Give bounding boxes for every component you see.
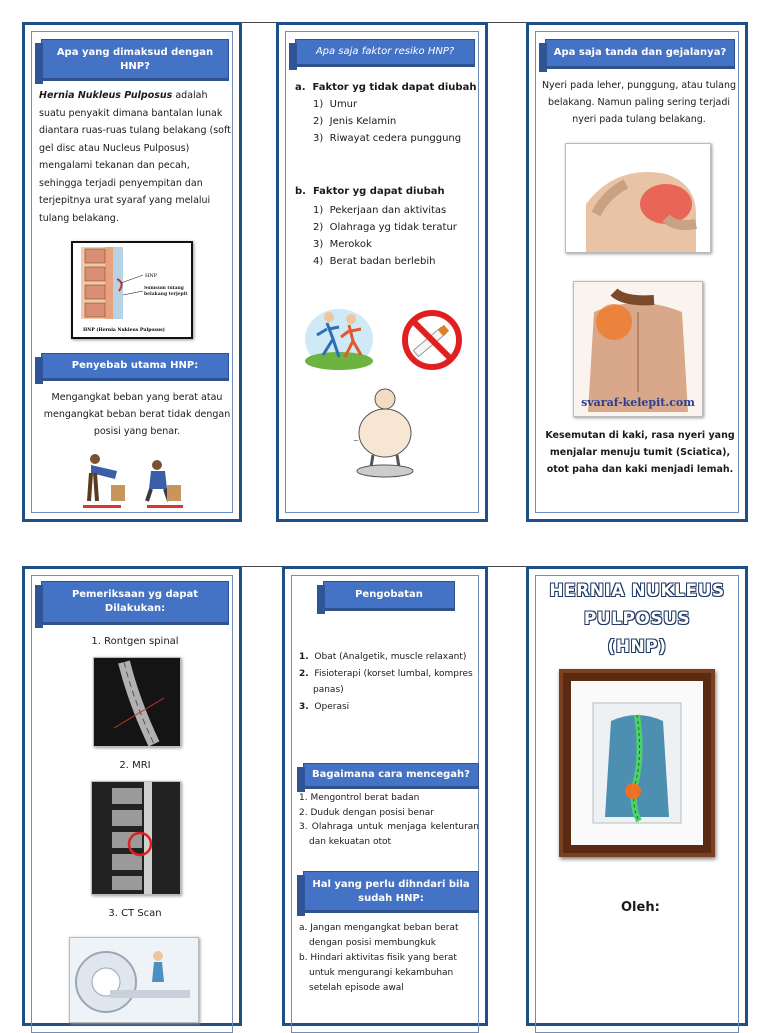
exam-item: 2. MRI — [119, 760, 151, 771]
list-item: 1. Mengontrol berat badan — [299, 793, 420, 803]
cover-title-line: (HNP) — [607, 637, 667, 657]
panel-cover — [526, 566, 748, 1026]
list-item-text: Pekerjaan dan aktivitas — [329, 205, 447, 216]
list-item — [299, 649, 477, 666]
upper-back-pain-photo — [573, 281, 703, 417]
list-item-text: Riwayat cedera punggung — [329, 133, 462, 144]
fig-label-hnp: HNP — [145, 273, 158, 279]
avoid-list — [299, 921, 475, 996]
group-b-title-text: Faktor yg dapat diubah — [312, 186, 445, 197]
no-smoking-icon — [401, 309, 463, 371]
list-item-number: 3. — [299, 701, 309, 712]
list-item: 4) Berat badan berlebih — [313, 256, 436, 267]
back-pain-photo — [565, 143, 711, 253]
list-item: 1) Pekerjaan dan aktivitas — [313, 205, 447, 216]
exam-item: 1. Rontgen spinal — [91, 636, 179, 647]
list-item-text: Jenis Kelamin — [329, 116, 397, 127]
list-item-text: Merokok — [329, 239, 372, 250]
jogging-illustration — [303, 299, 375, 371]
group-b-list — [313, 202, 483, 270]
list-item-text: Umur — [329, 99, 358, 110]
list-item-text: Berat badan berlebih — [329, 256, 436, 267]
symptoms-intro: Nyeri pada leher, punggung, atau tulang belakang. Namun paling sering terjadi nyeri pada tulang belakang. — [541, 80, 737, 125]
panel-definition — [22, 22, 242, 522]
xray-photo — [93, 657, 181, 747]
list-item: 3) Riwayat cedera punggung — [313, 133, 462, 144]
spine-illustration — [73, 243, 191, 337]
panel-symptoms — [526, 22, 748, 522]
definition-body: adalah suatu penyakit dimana bantalan lunak diantara ruas-ruas tulang belakang (soft gel disc atau Nucleus Pulposus) mengalami tekanan dan pecah, sehingga terjadi penyempitan dan terjepitnya urat syaraf yang melalui tulang belakang. — [39, 90, 231, 224]
group-b-title — [295, 183, 485, 200]
cause-text: Mengangkat beban yang berat atau mengangkat beban berat tidak dengan posisi yang benar. — [43, 392, 231, 437]
spine-figure — [71, 241, 193, 339]
ct-scan-photo — [69, 937, 199, 1023]
group-a-list — [313, 96, 483, 147]
panel-risk-factors — [276, 22, 488, 522]
group-b-marker: b. — [295, 186, 306, 197]
banner-prevention: Bagaimana cara mencegah? — [303, 763, 479, 787]
list-item-text: Olahraga yg tidak teratur — [329, 222, 457, 233]
fig-caption: HNP (Hernia Nukleus Pulposus) — [83, 328, 165, 333]
list-item-number: 1. — [299, 652, 309, 662]
definition-text — [39, 87, 235, 227]
prevention-list — [299, 791, 479, 849]
banner-definition: Apa yang dimaksud dengan HNP? — [41, 39, 229, 79]
group-a-title — [295, 79, 485, 96]
photo-watermark: svaraf-kelepit.com — [581, 396, 695, 409]
cover-title-line: PULPOSUS — [583, 609, 691, 629]
banner-cause: Penyebab utama HNP: — [41, 353, 229, 379]
list-item: 3. Olahraga untuk menjaga kelenturan dan kekuatan otot — [299, 822, 479, 847]
banner-treatment: Pengobatan — [323, 581, 455, 609]
banner-exams: Pemeriksaan yg dapat Dilakukan: — [41, 581, 229, 623]
list-item — [299, 666, 477, 699]
list-item: b. Hindari aktivitas fisik yang berat untuk mengurangi kekambuhan setelah episode awal — [299, 953, 457, 993]
list-item: 2. Duduk dengan posisi benar — [299, 807, 434, 818]
fig-label-cord: Sumsum tulang belakang terjepit — [144, 286, 188, 297]
cover-picture-mat — [571, 681, 703, 845]
panel-treatment — [282, 566, 488, 1026]
list-item: a. Jangan mengangkat beban berat dengan posisi membungkuk — [299, 923, 459, 948]
cover-title — [539, 577, 735, 661]
exam-item: 3. CT Scan — [108, 908, 162, 919]
symptoms-detail: Kesemutan di kaki, rasa nyeri yang menjalar menuju tumit (Sciatica), otot paha dan kaki menjadi lemah. — [545, 430, 735, 475]
list-item: 3) Merokok — [313, 239, 372, 250]
cover-title-line: HERNIA NUKLEUS — [549, 581, 725, 601]
list-item-text: Fisioterapi (korset lumbal, kompres panas) — [313, 668, 473, 695]
author-label: Oleh: — [621, 900, 660, 915]
list-item: 1) Umur — [313, 99, 358, 110]
list-item-text: Operasi — [314, 701, 350, 712]
group-a-marker: a. — [295, 82, 306, 93]
list-item-number: 2. — [299, 668, 309, 679]
definition-term: Hernia Nukleus Pulposus — [39, 90, 173, 101]
group-a-title-text: Faktor yg tidak dapat diubah — [312, 82, 477, 93]
panel-examinations — [22, 566, 242, 1026]
treatment-list — [299, 649, 477, 715]
spine-anatomy-image — [571, 681, 703, 845]
cover-picture-frame — [559, 669, 715, 857]
list-item-text: Obat (Analgetik, muscle relaxant) — [314, 652, 467, 662]
list-item: 2) Jenis Kelamin — [313, 116, 397, 127]
banner-symptoms: Apa saja tanda dan gejalanya? — [545, 39, 735, 67]
overweight-illustration — [345, 383, 423, 479]
lifting-illustration — [77, 445, 191, 511]
list-item — [299, 699, 477, 716]
mri-photo — [91, 781, 181, 895]
banner-risk: Apa saja faktor resiko HNP? — [295, 39, 475, 65]
banner-avoid: Hal yang perlu dihndari bila sudah HNP: — [303, 871, 479, 911]
list-item: 2) Olahraga yg tidak teratur — [313, 222, 457, 233]
svg-text:~: ~ — [353, 437, 359, 445]
